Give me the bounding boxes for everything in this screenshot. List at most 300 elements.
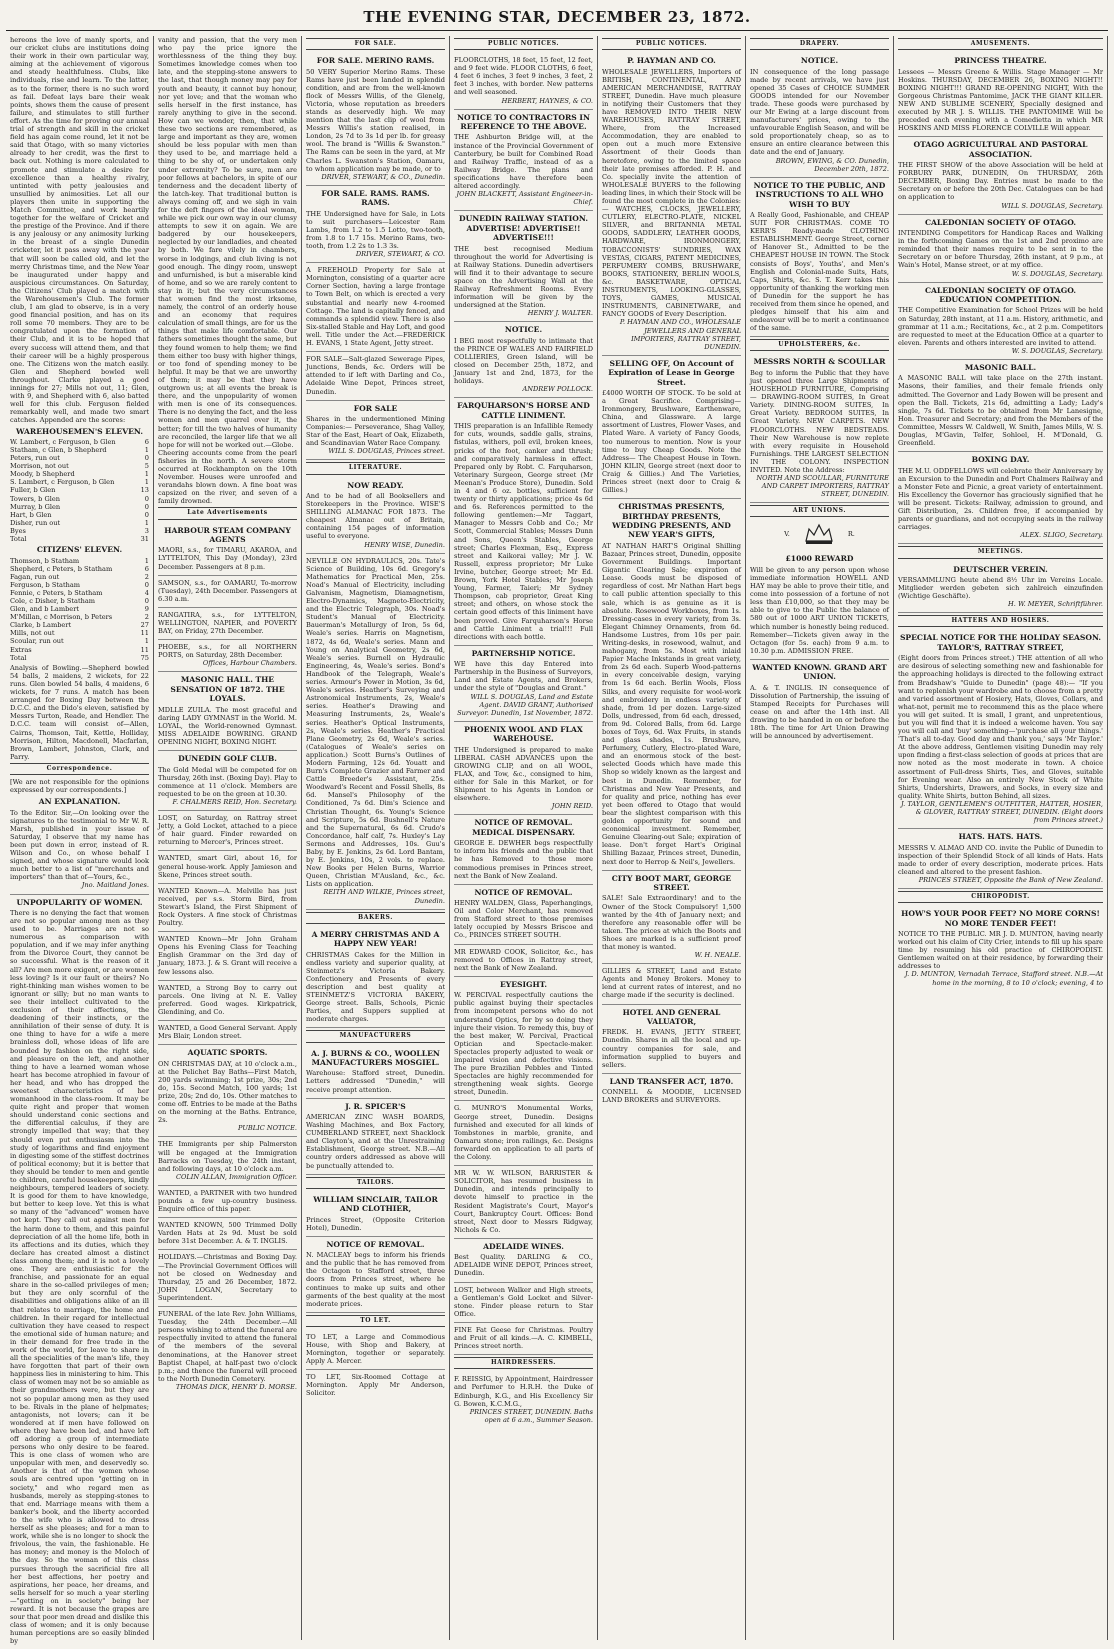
- batsman-score: 6: [135, 438, 149, 446]
- ad-body: 50 VERY Superior Merino Rams. These Rams have just been landed in splendid condition, and are from the well-known flock of Messrs Willis, of the Glenelg, Victoria, whose reputation as breeders stands as deservedly high. We may mention that the last clip of wool from Messrs Willis's station realised, in London, 2s 7d to 3s 1d per lb. for greasy wool. The brand is "Willis & Swanston." The Rams can be seen in the yard, at Mr Charles L. Swanston's Station, Oamaru, to whom application may be made, or to: [306, 68, 445, 173]
- ad-heading: HATS. HATS. HATS.: [898, 832, 1103, 841]
- ad-signature: Offices, Harbour Chambers.: [158, 659, 297, 667]
- advertisement: [750, 551, 889, 659]
- ad-signature: J. TAYLOR, GENTLEMEN'S OUTFITTER, HATTER, HOSIER, & GLOVER, RATTRAY STREET, DUNEDIN. (Eight doors from Princes street.): [898, 800, 1103, 824]
- advertisement: [306, 263, 445, 352]
- batsman-name: W. Lambert, c Ferguson, b Glen: [10, 438, 116, 446]
- ad-body: THE Ashburton Bridge will, at the instance of the Provincial Government of Canterbury, be built for Combined Road and Railway Traffic, instead of as a Railway Bridge. The plans and specifications have therefore been altered accordingly.: [454, 133, 593, 190]
- ad-body: WANTED, a Strong Boy to carry out parcels. One living at N. E. Valley preferred. Good wages. Kirkpatrick, Glendining, and Co.: [158, 984, 297, 1016]
- advertisement: [158, 640, 297, 672]
- section-heading: HATTERS AND HOSIERS.: [898, 615, 1103, 627]
- advertisement: [306, 186, 445, 263]
- article-text: vanity and passion, that the very men who pay the price ignore the worthlessness of the thing they buy. Sometimes knowledge comes when too late, and the stepping-stone answers to the last, that though money may pay for youth and beauty, it cannot buy honour, nor yet love; and that the woman who sells herself in the first instance, has rarely anything to give in the second. How can we wonder, then, that while these two sections are remembered, as large and important as they are, women should be less popular with men than they used to be, and marriage held a thing to be shy of, or undertaken only under extremity? To be sure, men are poor fellows at bachelors, in spite of our tenderness and the decadent liberty of the latch-key. That traditional button is always coming off, and we sigh in vain for the deft fingers of the ideal woman, while we pick our own way in our clumsy attempts to sew it on again. We are badgered by our housekeepers, neglected by our landladies, and cheated by both. We fare vilely in chambers, worse in lodgings, and club living is not good enough. The dingy room, unswept and unfurnished, is but a miserable kind of home, and so we are rarely content to stay in it; but the very circumstances that women find the most irksome, namely, the control of an orderly house and an economy that requires calculation of small things, are for us the things that make life comfortable. Our fathers sometimes thought the same, but they found women to help them; we find them either too busy with higher things, or too fond of spending money to be helpful. It may be that we are unworthy of them; it may be that they have outgrown us; at all events the break is there, and the unpopularity of women with men is one of its consequences. There is no denying the fact, and the less women and men quarrel over it, the better; for till the two halves of humanity are reconciled, the larger life that we all hope for will not be worked out.—Globe.: [158, 36, 297, 449]
- ad-body: MAORI, s.s., for TIMARU, AKAROA, and LYTTELTON, This Day (Monday), 23rd December. Passengers at 8 p.m.: [158, 546, 297, 570]
- score-row: [10, 495, 149, 503]
- ad-body: CONNELL & MOODIE, LICENSED LAND BROKERS and SURVEYORS.: [602, 1088, 741, 1104]
- ad-body: CHRISTMAS Cakes for the Million in endless variety and superior quality, at Steinmetz's Victoria Bakery. Confectionery and Presents of every description and best quality at STEINMETZ'S VICTORIA BAKERY, George street. Balls, Schools, Picnic Parties, and Suppers supplied at moderate charges.: [306, 951, 445, 1024]
- advertisement: [602, 499, 741, 870]
- ad-heading: MASONIC BALL.: [898, 363, 1103, 372]
- batsman-score: 1: [135, 519, 149, 527]
- ad-body: WANTED Known—A. Melville has just received, per s.s. Storm Bird, from Stewart's Island, the First Shipment of Rock Oysters. A fine stock of Christmas Poultry.: [158, 887, 297, 927]
- batsman-score: 13: [135, 486, 149, 494]
- batsman-name: Total: [10, 654, 27, 662]
- ad-body: NEVILLE ON HYDRAULICS, 20s. Tate's Science of Building, 10s 6d. Gregory's Mathematics for Practical Men, 25s. Noad's Manual of Electricity, including Galvanism, Magnetism, Diamagnetism, Electro-Dynamics, Magneto-Electricity, and the Electric Telegraph, 30s. Noad's Student's Manual of Electricity. Bauerman's Metallurgy of Iron, 5s 6d, Weale's series. Harris on Magnetism, 1872, 4s 6d, Weale's series. Mann and Young on Analytical Geometry, 2s 6d, Weale's series. Burnell on Hydraulic Engineering, 4s, Weale's series. Bond's Handbook of the Telegraph, Weale's series. Armour's Power in Motion, 3s 6d, Weale's series. Heather's Surveying and Astronomical Instruments, 2s, Weale's series. Heather's Drawing and Measuring Instruments, 2s, Weale's series. Heather's Optical Instruments, 2s, Weale's series. Heather's Practical Plane Geometry, 2s 6d, Weale's series. (Catalogues of Weale's series on application.) Scott Burns's Outlines of Modern Farming, 12s 6d. Youatt and Burn's Complete Grazier and Farmer and Cattle Breeder's Assistant, 25s. Woodward's Recent and Fossil Shells, 8s 6d. Mansel's Philosophy of the Conditioned, 7s 6d. Dim's Science and Christian Thought, 6s. Young's Science and Scripture, 5s 6d. Bushnell's Nature and the Supernatural, 6s 6d. Crudo's Concordance, half calf, 7s. Huxley's Lay Sermons and Addresses, 10s. Guu's Baby, by E. Jenkins, 2s 6d. Lord Bantam, by E. Jenkins, 10s, 2 vols. to replace. New Books per Helen Burns, Warrior Queen, Christian M'Ausland, &c., &c. Lists on application.: [306, 557, 445, 889]
- ad-body: (Eight doors from Princes street.) THE attention of all who are desirous of selecting something new and fashionable for the approaching holidays is directed to the following extract from Bradshaw's "Guide to Dunedin" (page 48):— "If you want to replenish your wardrobe and to choose from a pretty and varied assortment of Hosiery, Hats, Gloves, Collars, and what-not, permit me to recommend this as the place where you will get suited. It is small, I grant, and unpretentious, but you will find that it is indeed a welcome haven. You say you will call and 'buy' something—'purchase all your things.' 'That's all to-day. Good day and thank you,' says 'Mr Taylor.' At the above address, Gentlemen visiting Dunedin may rely upon finding a first-class selection of goods at prices that are now noted as the most moderate in town. A choice assortment of Full-dress Shirts, Ties, and Gloves, suitable for Evening wear. Also an entirely New Stock of White Shirts, Undershirts, Drawers, and Socks, in every size and quality. White Shirts, button Behind, all sizes.: [898, 654, 1103, 800]
- ad-body: To the Editor. Sir,—On looking over the signatures to the testimonial to Mr W. R. Marsh, published in your issue of Saturday, I observe that my name has been put down in error, instead of R. Wilson and Co., on whose behalf I signed, and whose signature would look much better to a list of "merchants and importers" than that of—Yours, &c.,: [10, 809, 149, 882]
- ad-heading: SELLING OFF, On Account of Expiration of Lease in George Street.: [602, 359, 741, 387]
- crest-letter-right: R.: [848, 530, 855, 538]
- ad-heading: LAND TRANSFER ACT, 1870.: [602, 1077, 741, 1086]
- ad-body: A. & T. INGLIS. IN consequence of Dissolution of Partnership, the issuing of Stamped Receipts for Purchases will cease on and after the 14th inst. All drawing to be handed in on or before the 18th. The time for Art Union Drawing will be announced by advertisement.: [750, 684, 889, 741]
- ad-heading: PRINCESS THEATRE.: [898, 56, 1103, 65]
- masthead-rule: [6, 30, 1108, 31]
- ad-body: THE FIRST SHOW of the above Association will be held at FORBURY PARK, DUNEDIN, On THURSDAY, 26th DECEMBER, Boxing Day. Entries must be made to the Secretary on or before the 20th Dec. Catalogues can be had on application to: [898, 161, 1103, 201]
- ad-signature: WILL S. DOUGLAS, Secretary.: [898, 202, 1103, 210]
- section-heading: ART UNIONS.: [750, 505, 889, 517]
- column-3: [302, 36, 450, 1640]
- ad-signature: Jno. Maitland Jones.: [10, 881, 149, 889]
- ad-body: Beg to inform the Public that they have just opened three Large Shipments of HOUSEHOLD FURNITURE, Comprising— DRAWING-ROOM SUITES, In Great Variety. DINING-ROOM SUITES, In Great Variety. BEDROOM SUITES, In Great Variety. NEW CARPETS. NEW FLOORCLOTHS. NEW BEDSTEADS. Their New Warehouse is now replete with every requisite in Household Furnishings. THE LARGEST SELECTION IN THE COLONY. INSPECTION INVITED. Note the Address:: [750, 369, 889, 474]
- ad-body: W. PERCIVAL respectfully cautions the public against buying their spectacles from incompetent persons who do not understand Optics, for by so doing they injure their vision. To remedy this, buy of the best maker, W. Percival, Practical Optician and Spectacle-maker. Spectacles properly adjusted to weak or impaired vision and defective visions. The pure Brazilian Pebbles and Tinted Spectacles are highly recommended for strengthening weak sights. George street, Dunedin.: [454, 991, 593, 1096]
- advertisement: [158, 1137, 297, 1185]
- ad-signature: JOHN REID.: [454, 802, 593, 810]
- section-heading: LITERATURE.: [306, 462, 445, 474]
- batsman-score: 0: [135, 597, 149, 605]
- advertisement: [898, 630, 1103, 829]
- batsman-score: 31: [135, 535, 149, 543]
- ad-heading: NOTICE OF REMOVAL. MEDICAL DISPENSARY.: [454, 818, 593, 837]
- newspaper-title: THE EVENING STAR, DECEMBER 23, 1872.: [0, 8, 1114, 26]
- advertisement: [454, 1283, 593, 1323]
- ad-heading: PHOENIX WOOL AND FLAX WAREHOUSE.: [454, 725, 593, 744]
- ad-heading: DUNEDIN RAILWAY STATION. ADVERTISE! ADVERTISE!! ADVERTISE!!!: [454, 214, 593, 242]
- batsman-name: Hart, b Glen: [10, 511, 52, 519]
- advertisement: [898, 562, 1103, 614]
- batsman-name: M'Millan, c Morrison, b Peters: [10, 613, 112, 621]
- score-row: [10, 557, 149, 565]
- advertisement: [454, 885, 593, 945]
- advertisement: [454, 1239, 593, 1283]
- scorecard-title: WAREHOUSEMEN'S ELEVEN.: [10, 427, 149, 436]
- ad-signature: DRIVER, STEWART, & CO.: [306, 250, 445, 258]
- score-row: [10, 621, 149, 629]
- ad-body: THE Undersigned have for Sale, in Lots to suit purchasers—Leicester Ram Lambs, from 1.2 to 1.5 Lotto, two-tooth, from 1.8 to 1.7 15s. Merino Rams, two-tooth, from 1.2 2s to 1.3 3s.: [306, 210, 445, 250]
- section-heading: PUBLIC NOTICES.: [454, 38, 593, 50]
- ad-body: SALE! Sale Extraordinary! and to the Owner of the Stock Compulsory! 1,500 wanted by the 4th of January next; and therefore any reasonable offer will be taken. The prices at which the Boots and Shoes are marked is a sufficient proof that money is wanted.: [602, 894, 741, 951]
- section-heading: UPHOLSTERERS, &c.: [750, 339, 889, 351]
- ad-body: And to be had of all Booksellers and Storekeepers in the Province. WISE'S SHILLING ALMANAC FOR 1873. The cheapest Almanac out of Britain, containing 154 pages of information useful to everyone.: [306, 492, 445, 541]
- ad-body: F. REISSIG, by Appointment, Hairdresser and Perfumer to H.R.H. the Duke of Edinburgh, K.G., and His Excellency Sir G. Bowen, K.C.M.G.,: [454, 1375, 593, 1407]
- batsman-name: Moody, b Shepherd: [10, 470, 75, 478]
- batsman-score: 1: [135, 470, 149, 478]
- ad-body: IN consequence of the long passage made by recent arrivals, we have just opened 35 Cases of CHOICE SUMMER GOODS intended for our November trade. These goods were purchased by our Mr Ewing at a large discount from manufacturers' prices, owing to the unfavourable English Season, and will be sold proportionately cheap, so as to ensure an entire clearance between this date and the end of January.: [750, 68, 889, 157]
- advertisement: [898, 829, 1103, 889]
- batsman-name: Towers, b Glen: [10, 495, 60, 503]
- score-row: [10, 454, 149, 462]
- ad-signature: H. W. MEYER, Schriftführer.: [898, 600, 1103, 608]
- batsman-name: Extras: [10, 646, 32, 654]
- batsman-name: Ferguson, b Statham: [10, 581, 80, 589]
- advertisement: [158, 851, 297, 883]
- advertisement: [158, 1307, 297, 1395]
- article-text: [We are not responsible for the opinions expressed by our correspondents.]: [10, 778, 149, 794]
- ad-body: WANTED, a PARTNER with two hundred pounds a few up-country business. Enquire office of this paper.: [158, 1189, 297, 1213]
- advertisement: [602, 356, 741, 499]
- advertisement: [158, 884, 297, 932]
- advertisement: [158, 932, 297, 980]
- advertisement: [10, 895, 149, 1649]
- ad-heading: AN EXPLANATION.: [10, 797, 149, 806]
- ad-heading: ADELAIDE WINES.: [454, 1242, 593, 1251]
- score-row: [10, 438, 149, 446]
- ad-body: A Really Good, Fashionable, and CHEAP SUIT FOR CHRISTMAS. COME TO KERR'S Ready-made CLOTHING ESTABLISHMENT. George Street, corner of Hanover St., Admitted to be the CHEAPEST HOUSE IN TOWN. The Stock consists of Boys', Youths', and Men's English and Colonial-made Suits, Hats, Caps, Shirts, &c. S. T. Kerr takes this opportunity of thanking the working men of Dunedin for the support he has received from them since he opened, and pledges himself that his aim and endeavour will be to merit a continuance of the same.: [750, 211, 889, 332]
- ad-heading: UNPOPULARITY OF WOMEN.: [10, 898, 149, 907]
- advertisement: [898, 360, 1103, 452]
- section-heading: AMUSEMENTS.: [898, 38, 1103, 50]
- ad-heading: NOTICE.: [750, 56, 889, 65]
- ad-body: WE have this day Entered into Partnership in the Business of Surveyors, Land and Estate Agents, and Brokers, under the style of "Douglas and Grant.": [454, 660, 593, 692]
- ad-signature: P. HAYMAN AND CO., WHOLESALE JEWELLERS AND GENERAL IMPORTERS, RATTRAY STREET, DUNEDIN.: [602, 318, 741, 350]
- batsman-name: Disher, run out: [10, 519, 60, 527]
- ad-heading: DUNEDIN GOLF CLUB.: [158, 754, 297, 763]
- ad-heading: NOTICE TO THE PUBLIC, AND INSTRUCTIONS TO ALL WHO WISH TO BUY: [750, 181, 889, 209]
- ad-heading: CHRISTMAS PRESENTS, BIRTHDAY PRESENTS, WEDDING PRESENTS, AND NEW YEAR'S GIFTS,: [602, 502, 741, 540]
- ad-heading: FOR SALE. MERINO RAMS.: [306, 56, 445, 65]
- advertisement: [750, 53, 889, 178]
- batsman-score: 0: [135, 581, 149, 589]
- ad-body: THE Competitive Examination for School Prizes will be held on Saturday, 28th instant, at 11 a.m. History, arithmetic, and grammar at 11 a.m.; Recitations, &c., at 2 p.m. Competitors are requested to meet at the Education Office at a quarter to eleven. Parents and others interested are invited to attend.: [898, 306, 1103, 346]
- advertisement: [158, 1250, 297, 1307]
- score-row: [10, 565, 149, 573]
- section-heading: MANUFACTURERS: [306, 1030, 445, 1042]
- ad-body: FLOORCLOTHS, 18 feet, 15 feet, 12 feet, and 9 feet wide. FLOOR CLOTHS, 6 feet, 4 feet 6 inches, 3 feet 9 inches, 3 feet, 2 feet 3 inches, with border. New patterns and well seasoned.: [454, 56, 593, 96]
- ad-body: MR EDWARD COOK, Solicitor, &c., has removed to Offices in Rattray street, next the Bank of New Zealand.: [454, 948, 593, 972]
- ad-body: MDLLE ZUILA. The most graceful and daring LADY GYMNAST in the World. M. LOYAL, the World-renowned Gymnast. MISS ADELAIDE BOWRING. GRAND OPENING NIGHT, BOXING NIGHT.: [158, 706, 297, 746]
- advertisement: [306, 1192, 445, 1237]
- advertisement: [158, 1045, 297, 1137]
- ad-heading: MASONIC HALL. THE SENSATION OF 1872. THE LOYALS.: [158, 675, 297, 703]
- section-heading: MEETINGS.: [898, 546, 1103, 558]
- ad-body: HOLIDAYS.—Christmas and Boxing Day.—The Provincial Government Offices will not be closed on Wednesday and Thursday, 25 and 26 December, 1872. JOHN LOGAN, Secretary to Superintendent.: [158, 1253, 297, 1302]
- batsman-name: Statham, c Glen, b Shepherd: [10, 446, 107, 454]
- score-row: [10, 605, 149, 613]
- section-heading: Late Advertisements: [158, 507, 297, 519]
- ad-heading: J. R. SPICER'S: [306, 1102, 445, 1111]
- ad-body: LOST, on Saturday, on Rattray street Jetty, a Gold Locket, attached to a piece of hair guard. Finder rewarded on returning to Mercer's, Princes street.: [158, 814, 297, 846]
- ad-body: A FREEHOLD Property for Sale at Mornington, consisting of a quarter acre Corner Section, having a large frontage to Town Belt, on which is erected a very substantial and nearly new 4-roomed Cottage. The land is capitally fenced, and commands a splendid view. There is also Six-stalled Stable and Hay Loft, and good well. Title under the Act.—FREDERICK H. EVANS, 1 State Agent, Jetty street.: [306, 266, 445, 347]
- score-row: [10, 470, 149, 478]
- ad-heading: HOTEL AND GENERAL VALUATOR,: [602, 1008, 741, 1027]
- advertisement: [306, 53, 445, 186]
- article-text: hereons the love of manly sports, and our cricket clubs are institutions doing their work in their own particular way, aiming at the achievement of vigorous and steady healthfulness. Clubs, like individuals, rise and learn. To the latter, as to the former, there is no such word as fail. Defeat lays bare their weak points, shows them the cause of present failure, and stimulates to still further effort. As the time for proving our annual trial of strength and skill in the cricket field has again come round, let it not be said that Otago, with so many victories already to her credit, was the first to back out. Nothing is more calculated to promote and stimulate a desire for excellence than a healthy rivalry, untinted with petty jealousies and unsullied by animosities. Let all our players then unite in supporting the Match Committee, and work heartily together for the welfare of Cricket and the prestige of the Province. And if there is any jealousy or any animosity lurking in the breast of a single Dunedin cricketer, let it pass away with the year that will soon be called old, and let the merry Christmas time, and the New Year be inaugurated under happy and auspicious circumstances. On Saturday, the Citizens' Club played a match with the Warehousemen's Club. The former club, I am glad to observe, is in a very good financial position, and has on its roll some 70 members. They are to be congratulated upon the formation of their Club, and it is to be hoped that every success will attend them, and that their career will be a highly prosperous one. The Citizens won the match easily. Glen and Shepherd bowled well throughout. Clarke played a good innings for 27; Mills not out, 11; Glen, with 9, and Shepherd with 6, also batted well for this club. Ferguson fielded remarkably well, and made two smart catches. Appended are the scores:: [10, 36, 149, 425]
- advertisement: [454, 398, 593, 645]
- ad-signature: BROWN, EWING, & CO. Dunedin, December 20th, 1872.: [750, 157, 889, 173]
- ad-heading: EYESIGHT.: [454, 980, 593, 989]
- section-heading: Correspondence.: [10, 763, 149, 775]
- ad-body: HENRY WALDEN, Glass, Paperhangings, Oil and Color Merchant, has removed from Stafford street to those premises lately occupied by Messrs Briscoe and Co., PRINCES STREET SOUTH.: [454, 899, 593, 939]
- scorecard-title: CITIZENS' ELEVEN.: [10, 545, 149, 554]
- ad-signature: THOMAS DICK, HENRY D. MORSE.: [158, 1383, 297, 1391]
- ad-body: TO LET, a Large and Commodious House, with Shop and Bakery, at Mornington, together or separately. Apply A. Mercer.: [306, 1333, 445, 1365]
- column-5: [598, 36, 746, 1640]
- ad-signature: W. H. NEALE.: [602, 951, 741, 959]
- ad-heading: NOTICE OF REMOVAL.: [306, 1240, 445, 1249]
- ad-heading: SPECIAL NOTICE FOR THE HOLIDAY SEASON. TAYLOR'S, RATTRAY STREET,: [898, 633, 1103, 652]
- ad-heading: BOXING DAY.: [898, 455, 1103, 464]
- ad-body: GEORGE E. DEWHER begs respectfully to inform his friends and the public that he has Removed to those more commodious premises in Princes street, next the Bank of New Zealand.: [454, 839, 593, 879]
- advertisement: [454, 722, 593, 816]
- ad-heading: NOTICE TO CONTRACTORS IN REFERENCE TO THE ABOVE.: [454, 113, 593, 132]
- ad-body: WANTED, a Good General Servant. Apply Mrs Blair, London street.: [158, 1024, 297, 1040]
- ad-body: Warehouse: Stafford street, Dunedin. Letters addressed "Dunedin," will receive prompt attention.: [306, 1069, 445, 1093]
- ad-body: Lessees — Messrs Greene & Willis. Stage Manager — Mr Hoskins. THURSDAY, DECEMBER 26, BOXING NIGHT!! BOXING NIGHT!!! GRAND RE-OPENING NIGHT, With the Gorgeous Christmas Pantomime, JACK THE GIANT KILLER. NEW AND SUBLIME SCENERY, Specially designed and executed by MR J. S. WILLIS. THE PANTOMIME Will be preceded each evening with a Comedietta in which MR HOSKINS AND MISS FLORENCE COLVILLE Will appear.: [898, 68, 1103, 133]
- advertisement: [454, 646, 593, 722]
- ad-signature: PRINCES STREET, Opposite the Bank of New Zealand.: [898, 876, 1103, 884]
- batsman-score: 27: [135, 621, 149, 629]
- ad-body: FREDK. H. EVANS, JETTY STREET, Dunedin. Shares in all the local and up-country companies for sale, and information supplied to buyers and sellers.: [602, 1028, 741, 1068]
- ad-signature: PRINCES STREET, DUNEDIN. Baths open at 6 a.m., Summer Season.: [454, 1408, 593, 1424]
- score-row: [10, 597, 149, 605]
- ad-heading: £1000 REWARD: [750, 554, 889, 563]
- advertisement: [602, 1005, 741, 1074]
- advertisement: [306, 1330, 445, 1370]
- batsman-name: Peters, run out: [10, 454, 60, 462]
- advertisement: [306, 1099, 445, 1175]
- score-row: [10, 503, 149, 511]
- advertisement: [306, 1370, 445, 1401]
- ad-body: THIS preparation is an Infallible Remedy for cuts, wounds, saddle galls, strains, fistulas, withers, poll evil, broken knees, pricks of the foot, canker and thrush; and comparatively harmless in effect. Prepared only by Robt. C. Farquharson, Veterinary Surgeon, George street (Mr Meenan's Produce Store), Dunedin. Sold in 4 and 6 oz. bottles, sufficient for twenty or thirty applications; price 4s 6d and 6s. References permitted to the following gentlemen:—Mr Taggart, Manager to Messrs Cobb and Co.; Mr Scott, Commercial Stables; Messrs Dunn and Sons, Queen's Stables, George street; Charles Flexman, Esq., Express street and Kaikorai valley; Mr J. W. Russell, express proprietor; Mr Luke Irvine, butcher, George street; Mr Ed. Brown, York Hotel Stables; Mr Joseph Young, Farmer, Taieri; Mr Sydney Thompson, cab proprietor, Great King street; and others, on whose stock the certain good effects of this liniment have been proved. Give Farquharson's Horse and Cattle Liniment a trial!!! Full directions with each bottle.: [454, 422, 593, 641]
- ad-signature: WILL S. DOUGLAS, Princes street.: [306, 447, 445, 455]
- ad-heading: P. HAYMAN AND CO.: [602, 56, 741, 65]
- advertisement: [898, 53, 1103, 137]
- advertisement: [306, 554, 445, 910]
- ad-body: N. MACLEAY begs to inform his friends and the public that he has removed from the Octagon to Stafford street, three doors from Princes street, where he continues to make up suits and other garments of the best quality at the most moderate prices.: [306, 1251, 445, 1308]
- batsman-score: 2: [135, 613, 149, 621]
- ad-body: FINE Fat Geese for Christmas. Poultry and Fruit of all kinds.—A. C. KIMBELL, Princes street north.: [454, 1326, 593, 1350]
- batsman-score: 0: [135, 454, 149, 462]
- batsman-name: Thomson, b Statham: [10, 557, 79, 565]
- advertisement: [602, 1074, 741, 1109]
- ad-heading: OTAGO AGRICULTURAL AND PASTORAL ASSOCIATION.: [898, 140, 1103, 159]
- batsman-score: 1: [135, 446, 149, 454]
- advertisement: [750, 660, 889, 744]
- ad-signature: W. S. DOUGLAS, Secretary.: [898, 347, 1103, 355]
- batsman-score: 1: [135, 478, 149, 486]
- section-heading: PUBLIC NOTICES.: [602, 38, 741, 50]
- ad-heading: FOR SALE: [306, 404, 445, 413]
- advertisement: [898, 215, 1103, 283]
- ad-signature: ALEX. SLIGO, Secretary.: [898, 531, 1103, 539]
- advertisement: [602, 871, 741, 965]
- ad-signature: COLIN ALLAN, Immigration Officer.: [158, 1173, 297, 1181]
- batsman-score: 6: [135, 565, 149, 573]
- ad-body: LOST, between Walker and High streets, a Gentleman's Gold Locket and Silver-stone. Finder please return to Star Office.: [454, 1286, 593, 1318]
- advertisement: [306, 352, 445, 400]
- ad-body: PHOEBE, s.s., for all NORTHERN PORTS, on Saturday, 28th December.: [158, 643, 297, 659]
- ad-body: GILLIES & STREET, Land and Estate Agents and Money Brokers. Money to lend at current rates of interest, and no charge made if the security is declined.: [602, 967, 741, 999]
- ad-body: SAMSON, s.s., for OAMARU, To-morrow (Tuesday), 24th December. Passengers at 6.30 a.m.: [158, 579, 297, 603]
- ad-body: AT NATHAN HART'S Original Shilling Bazaar, Princes street, Dunedin, opposite Government Buildings. Important Gigantic Clearing Sale; expiration of Lease. Goods must be disposed of regardless of cost. Mr Nathan Hart begs to call public attention specially to this sale, which is as genuine as it is absolute. Rosewood Workboxes, from 1s. Dressing-cases in every variety, from 3s. Elegant Chimney Ornaments, from 6d. Handsome Lustres, from 10s per pair. Writing-desks, in rosewood, walnut, and mahogany, from 5s. Most with inlaid Papier Mache Inkstands in great variety, from 2s 6d each. Superb Wood-patterns in every conceivable design, varying from 1s 6d each. Berlin Wools, Floss Silks, and every requisite for wool-work and embroidery in endless variety of shade, from 1d per dozen. Large-sized Dolls, undressed, from 6d each, dressed, from 9d. Colored Balls, from 6d. Large boxes of Toys, 6d. Wax Fruits, in stands and glass shades, 1s. Brushware, Perfumery, Cutlery, Electro-plated Ware, and an enormous stock of the best-selected Goods which have made this Shop so widely known as the largest and best in Dunedin. Remember, for Christmas and New Year Presents, and for quality and price, nothing has ever yet been offered to Otago that would bear the slightest comparison with this golden opportunity for sound and economical investment. Remember, Genuine Clearing-out Sale; expiration of lease. Don't forget Hart's Original Shilling Bazaar, Princes street, Dunedin, next door to Herrop & Neil's, Jewellers.: [602, 542, 741, 866]
- advertisement: [454, 211, 593, 322]
- ad-body: THE M.U. ODDFELLOWS will celebrate their Anniversary by an Excursion to the Dunedin and Port Chalmers Railway and a Monster Fete and Picnic, a great variety of entertainment. His Excellency the Governor has graciously signified that he will be present. Tickets: Railway, admission to ground, and Gift Distribution, 2s. Children free, if accompanied by parents or guardians, and not occupying seats in the railway carriages.: [898, 467, 1103, 532]
- score-row: [10, 613, 149, 621]
- batsman-score: 9: [135, 605, 149, 613]
- batsman-name: Byes: [10, 527, 26, 535]
- batsman-name: Total: [10, 535, 27, 543]
- batsman-score: 1: [135, 637, 149, 645]
- ad-signature: F. CHALMERS REID, Hon. Secretary.: [158, 798, 297, 806]
- ad-heading: CITY BOOT MART, GEORGE STREET.: [602, 874, 741, 893]
- ad-signature: DRIVER, STEWART, & CO., Dunedin.: [306, 173, 445, 181]
- column-6: [746, 36, 894, 1640]
- score-row: [10, 589, 149, 597]
- ad-heading: WANTED KNOWN. GRAND ART UNION.: [750, 663, 889, 682]
- section-heading: DRAPERY.: [750, 38, 889, 50]
- masthead: [0, 0, 1114, 34]
- score-row: [10, 511, 149, 519]
- ad-heading: NOTICE.: [454, 325, 593, 334]
- ad-body: I BEG most respectfully to intimate that the PRINCE OF WALES AND FAIRFIELD COLLIERIES, Green Island, will be closed on December 25th, 1872, and January 1st and 2nd, 1873, for the holidays.: [454, 337, 593, 386]
- batsman-name: Cole, c Disher, b Statham: [10, 597, 95, 605]
- ad-heading: CALEDONIAN SOCIETY OF OTAGO. EDUCATION COMPETITION.: [898, 286, 1103, 305]
- ad-body: Princes Street, (Opposite Criterion Hotel), Dunedin.: [306, 1216, 445, 1232]
- ad-body: RANGATIRA, s.s., for LYTTELTON, WELLINGTON, NAPIER, and POVERTY BAY, on Friday, 27th December.: [158, 611, 297, 635]
- ad-heading: A MERRY CHRISTMAS AND A HAPPY NEW YEAR!: [306, 930, 445, 949]
- ad-body: WHOLESALE JEWELLERS, Importers of BRITISH, CONTINENTAL, AND AMERICAN MERCHANDISE, RATTRAY STREET, Dunedin. Have much pleasure in notifying their Customers that they have REMOVED INTO THEIR NEW WAREHOUSES, RATTRAY STREET, Where, from the Increased Accommodation, they are enabled to open out a much more Extensive Assortment of their Goods than heretofore, owing to the limited space their late premises afforded. P. H. and Co. specially invite the attention of WHOLESALE BUYERS to the following leading lines, in which their Stock will be found the most complete in the Colonies:— WATCHES, CLOCKS, JEWELLERY, CUTLERY, ELECTRO-PLATE, NICKEL SILVER, and BRITANNIA METAL GOODS, SADDLERY, LEATHER GOODS, HARDWARE, IRONMONGERY, TOBACCONISTS' SUNDRIES, WAX VESTAS, CIGARS, PATENT MEDICINES, PERFUMERY COMBS, BRUSHWARE, BOOKS, STATIONERY, BERLIN WOOLS, &c. BASKETWARE, OPTICAL INSTRUMENTS, LOOKING-GLASSES, TOYS, GAMES, MUSICAL INSTRUMENTS, CABINETWARE, and FANCY GOODS of Every Description.: [602, 68, 741, 319]
- ad-body: Will be given to any person upon whose immediate information HOWELL AND HAY may be able to prove their title, and come into possession of a fortune of not less than £10,000, so that they may be able to give to the Public the balance of 580 out of 1000 ART UNION TICKETS, which number is honestly being reduced. Remember—Tickets given away in the Octagon (for 5s. each) from 9 a.m. to 10.30 p.m. ADMISSION FREE.: [750, 566, 889, 655]
- ad-body: FUNERAL of the late Rev. John Williams, Tuesday, the 24th December.—All persons wishing to attend the funeral are respectfully invited to attend the funeral of the members of the several denominations, at the Hanover street Baptist Chapel, at half-past two o'clock p.m.; and thence the funeral will proceed to the North Dunedin Cemetery.: [158, 1310, 297, 1383]
- batsman-score: 0: [135, 495, 149, 503]
- ad-body: Best Quality. DARLING & CO., ADELAIDE WINE DEPOT, Princes street, Dunedin.: [454, 1253, 593, 1277]
- advertisement: [306, 401, 445, 461]
- batsman-name: Glen, and b Lambert: [10, 605, 79, 613]
- batsman-name: Murray, b Glen: [10, 503, 60, 511]
- advertisement: [158, 981, 297, 1021]
- score-row: [10, 519, 149, 527]
- advertisement: [454, 53, 593, 110]
- score-row: [10, 486, 149, 494]
- royal-crest: [750, 521, 889, 547]
- ad-signature: REITH AND WILKIE, Princes street, Dunedin.: [306, 888, 445, 904]
- column-7: [894, 36, 1108, 1640]
- advertisement: [158, 576, 297, 608]
- batsman-name: Fagan, run out: [10, 573, 59, 581]
- ad-signature: NORTH AND SCOULLAR, FURNITURE AND CARPET IMPORTERS, RATTRAY STREET, DUNEDIN.: [750, 474, 889, 498]
- batsman-score: 2: [135, 573, 149, 581]
- ad-heading: NOTICE OF REMOVAL.: [454, 888, 593, 897]
- section-heading: BAKERS.: [306, 912, 445, 924]
- scorecard: [10, 427, 149, 544]
- batsman-name: Scoular, run out: [10, 637, 64, 645]
- score-row: [10, 446, 149, 454]
- advertisement: [454, 945, 593, 977]
- ad-heading: HOW'S YOUR POOR FEET? NO MORE CORNS! NO MORE TENDER FEET!: [898, 909, 1103, 928]
- advertisement: [158, 608, 297, 640]
- section-heading: FOR SALE.: [306, 38, 445, 50]
- advertisement: [454, 1323, 593, 1355]
- score-row: [10, 637, 149, 645]
- ad-body: WANTED Known—Mr John Graham Opens his Evening Class for Teaching English Grammar on the 3rd day of January, 1873. J. & S. Grant will receive a few lessons also.: [158, 935, 297, 975]
- ad-heading: CALEDONIAN SOCIETY OF OTAGO.: [898, 218, 1103, 227]
- batsman-name: Fuller, b Glen: [10, 486, 55, 494]
- advertisement: [158, 1021, 297, 1045]
- advertisement: [306, 1046, 445, 1099]
- score-row: [10, 573, 149, 581]
- advertisement: [158, 751, 297, 811]
- batsman-name: Mills, not out: [10, 629, 54, 637]
- ad-body: MESSRS V. ALMAO AND CO. invite the Public of Dunedin to inspection of their Splendid Stock of all kinds of Hats. Hats made to order of every description, moderate prices. Hats cleaned and altered to the present fashion.: [898, 844, 1103, 876]
- ad-heading: A. J. BURNS & CO., WOOLLEN MANUFACTURERS MOSGIEL.: [306, 1049, 445, 1068]
- score-row: [10, 646, 149, 654]
- ad-signature: HENRY WISE, Dunedin.: [306, 541, 445, 549]
- ad-body: WANTED, smart Girl, about 16, for general house-work. Apply Jamieson and Skene, Princes street south.: [158, 854, 297, 878]
- ad-body: £4000 WORTH OF STOCK. To be sold at a Great Sacrifice. Comprising— Ironmongery, Brushware, Earthenware, China, and Glassware. A large assortment of Lustres, Flower Vases, and Plated Ware. A variety of Fancy Goods, too numerous to mention. Now is your time to buy Cheap Goods. Note the Address— The Cheapest House in Town. JOHN KILIN, George street (next door to Craig & Gillies.) And The Varieties, Princes street (next door to Craig & Gillies.): [602, 389, 741, 494]
- batsman-score: 4: [135, 589, 149, 597]
- advertisement: [602, 53, 741, 356]
- batsman-name: Morrison, not out: [10, 462, 69, 470]
- batsman-score: 1: [135, 557, 149, 565]
- section-heading: CHIROPODIST.: [898, 891, 1103, 903]
- batsman-score: 5: [135, 462, 149, 470]
- advertisement: [158, 1186, 297, 1218]
- batsman-name: Fennie, c Peters, b Statham: [10, 589, 102, 597]
- score-row: [10, 527, 149, 535]
- ad-body: G. MUNRO'S Monumental Works, George street, Dunedin. Designs furnished and executed for all kinds of Tombstones in marble, granite, and Oamaru stone; iron railings, &c. Designs forwarded on application to all parts of the Colony.: [454, 1104, 593, 1161]
- ad-body: There is no denying the fact that women are not so popular among men as they used to be. Marriages are not so numerous as comparison with population, and if we may infer anything from the Divorce Court, they cannot be so successful. What is the reason of it all? Are men more exigent, or are women less loving? Is it our fault or theirs? No right-thinking man wishes women to be ignorant or silly; but no man wants to see their intellect cultivated to the exclusion of their affections, the deadening of their instincts, or the annihilation of their sense of duty. It is one thing to have for a wife a mere brainless doll, whose ideas of life are bounded by fashion on the right side, and pleasure on the left, and another thing to have a learned woman whose heart has become atrophied in favour of her head, and who has dropped the sweetest characteristics of her womanhood in the class-room. It may be quite right and proper that women should understand conic sections and the differential calculus, if they are strongly impelled that way; that they should even put enthusiasm into the study of logarithms and find enjoyment in digesting some of the stiffest doctrines of political economy; but it is better that they should be tender to men and gentle to children, careful housekeepers, kindly neighbours, tempered leaders of society. It is good for them to have knowledge, but better to keep love. Yet this is what so many of the "advanced" women have not kept. They call out against men for the harm done to them, and this painful depreciation of all the home life, both in its affections and its duties, which they declare has created almost a distinct class among them; and it is not a lovely one. They are enthusiastic for the franchise, and passionate for an equal share in the so-called privileges of men; but they are only scornful of the disabilities and obligations alike of an ill that relates to marriage, the home and children. In their regard for intellectual cultivation they have ceased to respect the emotional side of human nature; and in their demand for free trade in the work of the world, for leave to share in all the specialities of the man's life, they have forgotten that part of their own happiness lies in ministering to him. This class of women may not be so amiable as their grandmothers were, but they are not so popular among men as they used to be. Rivals in the plane of helpmates; antagonists, not lovers; can it be wondered at if men have followed on where they have been led, and have left off adoring a group of intermediate persons who only desire to be feared. This is one class of women who are unpopular with men, and deservedly so. Another is that of the women whose souls are centred upon "getting on in society," and who regard men as husbands, merely as stepping-stones to that end. Marriage means with them a banker's book, and the liberty accorded to the wife who is allowed to dress herself as she pleases; and for a man to work, while she is no longer to shock the frivolous, the vain, the fashionable. He has money; and money is the Moloch of the day. So the woman of this class pursues through the sacrificial fire all her best affections, her poetry and aspirations, her peace, her dreams, and sells herself for so much a year sterling—"getting on in society" being her reward. It is not because the grapes are sour that poor men dread and dislike this class of women; and it is only because human perceptions are so easily blinded by: [10, 909, 149, 1646]
- ad-heading: NOW READY.: [306, 481, 445, 490]
- ad-signature: W. S. DOUGLAS, Secretary.: [898, 270, 1103, 278]
- advertisement: [158, 811, 297, 851]
- advertisement: [454, 977, 593, 1102]
- advertisement: [750, 178, 889, 338]
- advertisement: [454, 1372, 593, 1428]
- batsman-score: 11: [135, 646, 149, 654]
- ad-body: TO LET, Six-Roomed Cottage at Mornington. Apply Mr Anderson, Solicitor.: [306, 1373, 445, 1397]
- score-row: [10, 478, 149, 486]
- advertisement: [602, 964, 741, 1004]
- ad-body: Shares in the undermentioned Mining Companies:— Perseverance, Shag Valley, Star of the East, Heart of Oak, Elizabeth, and Scandinavian Water Race Company.: [306, 415, 445, 447]
- ad-heading: FOR SALE. RAMS. RAMS. RAMS.: [306, 189, 445, 208]
- ad-heading: MESSRS NORTH & SCOULLAR: [750, 357, 889, 366]
- advertisement: [898, 452, 1103, 544]
- ad-body: ON CHRISTMAS DAY, at 10 o'clock a.m., at the Pelichet Bay Baths—First Match, 200 yards swimming; 1st prize, 30s; 2nd do, 15s. Second Match, 100 yards; 1st prize, 20s; 2nd do, 10s. Other matches to come off. Entries to be made at the Baths on the morning at the Baths. Entrance, 2s.: [158, 1060, 297, 1125]
- batsman-score: 3: [135, 527, 149, 535]
- ad-body: FOR SALE—Salt-glazed Sewerage Pipes, Junctions, Bends, &c. Orders will be attended to if left with Darling and Co., Adelaide Wine Depot, Princes street, Dunedin.: [306, 355, 445, 395]
- ad-body: A MASONIC BALL will take place on the 27th instant. Masons, their families, and their female friends only admitted. The Governor and Lady Bowen will be present and open the Ball. Tickets, 21s 6d, admitting a Lady; Lady's single, 7s 6d. Tickets to be obtained from Mr Lanesigne, Hon. Treasurer and Secretary; and from the Members of the Committee, Messrs W. Caldwell, W. Smith, James Mills, W. S. Douglas, M'Gavin, Telfer, Sohloel, H. M'Donald, G. Greenfield.: [898, 374, 1103, 447]
- article-text: Cheering accounts come from the pearl fisheries in the north. A severe storm occurred at Rockhampton on the 10th November. Houses were unroofed and verandahs blown down. A fine boat was capsized on the river, and seven of a family drowned.: [158, 449, 297, 506]
- score-row: [10, 462, 149, 470]
- ad-body: AMERICAN ZINC WASH BOARDS, Washing Machines, and Box Factory, CUMBERLAND STREET, next Shacklock and Clayton's, and at the Unrestraining Establishment, George street. N.B.—All country orders addressed as above will be punctually attended to.: [306, 1113, 445, 1170]
- advertisement: [454, 110, 593, 212]
- advertisement: [898, 283, 1103, 360]
- ad-heading: FARQUHARSON'S HORSE AND CATTLE LINIMENT.: [454, 401, 593, 420]
- ad-body: VERSAMMLUNG heute abend 8½ Uhr im Vereins Locale. Mitglieder werden gebeten sich zahlreich einzufinden (Wichtige Geschäfte).: [898, 576, 1103, 600]
- batsman-name: Clarke, b Lambert: [10, 621, 71, 629]
- advertisement: [898, 137, 1103, 214]
- scorecard: [10, 545, 149, 662]
- ad-body: The Gold Medal will be competed for on Thursday, 26th inst. (Boxing Day). Play to commence at 11 o'clock. Members are requested to be on the green at 10.30.: [158, 766, 297, 798]
- section-heading: HAIRDRESSERS.: [454, 1357, 593, 1369]
- ad-heading: PARTNERSHIP NOTICE.: [454, 649, 593, 658]
- advertisement: [306, 927, 445, 1029]
- ad-signature: JOHN BLACKETT, Assistant Engineer-in-Chief.: [454, 190, 593, 206]
- ad-signature: HENRY J. WALTER.: [454, 309, 593, 317]
- ad-body: THE Undersigned is prepared to make LIBERAL CASH ADVANCES upon the GROWING CLIP, and on all WOOL, FLAX, and Tow, &c., consigned to him, either for Sale in this Market, or for Shipment to his Agents in London or elsewhere.: [454, 746, 593, 803]
- advertisement: [454, 815, 593, 884]
- ad-body: INTENDING Competitors for Handicap Races and Walking in the forthcoming Games on the 1st and 2nd proximo are reminded that their names require to be sent in to the Secretary on or before Thursday, 26th instant, at 9 p.m., at Wain's Hotel, Manse street, or at my office.: [898, 229, 1103, 269]
- advertisement: [750, 354, 889, 503]
- advertisement: [158, 672, 297, 751]
